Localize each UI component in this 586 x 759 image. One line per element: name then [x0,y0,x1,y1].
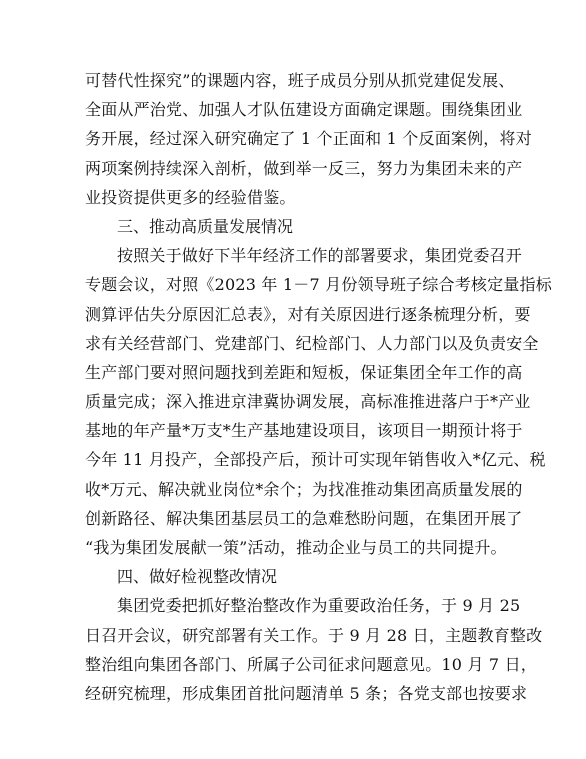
text-line: 基地的年产量*万支*生产基地建设项目，该项目一期预计将于 [85,421,523,441]
text-line: 今年 11 月投产，全部投产后，预计可实现年销售收入*亿元、税 [85,450,546,470]
text-line: 整治组向集团各部门、所属子公司征求问题意见。10 月 7 日， [85,654,537,674]
text-line: 收*万元、解决就业岗位*余个；为找准推动集团高质量发展的 [85,479,523,499]
text-line: 专题会议，对照《2023 年 1－7 月份领导班子综合考核定量指标 [85,275,552,295]
section-heading [85,212,496,241]
heading-text: 四、做好检视整改情况 [117,567,278,587]
body-paragraph [85,241,552,562]
body-paragraph [85,591,543,708]
text-line: 集团党委把抓好整治整改作为重要政治任务，于 9 月 25 [117,596,521,616]
text-line: 业投资提供更多的经验借鉴。 [85,187,296,207]
text-line: 按照关于做好下半年经济工作的部署要求，集团党委召开 [117,246,523,266]
text-line: 质量完成；深入推进京津冀协调发展，高标准推进落户于*产业 [85,392,531,412]
text-line: 全面从严治党、加强人才队伍建设方面确定课题。围绕集团业 [85,100,523,120]
text-line: 两项案例持续深入剖析，做到举一反三，努力为集团未来的产 [85,158,523,178]
text-line: 求有关经营部门、党建部门、纪检部门、人力部门以及负责安全 [85,333,539,353]
heading-text: 三、推动高质量发展情况 [117,216,294,236]
text-line: 创新路径、解决集团基层员工的急难愁盼问题，在集团开展了 [85,508,523,528]
text-line: 生产部门要对照问题找到差距和短板，保证集团全年工作的高 [85,362,523,382]
body-paragraph [85,66,532,212]
text-line: 经研究梳理，形成集团首批问题清单 5 条；各党支部也按要求 [85,683,528,703]
text-line: 务开展，经过深入研究确定了 1 个正面和 1 个反面案例，将对 [85,129,532,149]
text-line: 可替代性探究”的课题内容，班子成员分别从抓党建促发展、 [85,71,515,90]
text-line: 测算评估失分原因汇总表》，对有关原因进行逐条梳理分析，要 [85,304,531,324]
text-line: 日召开会议，研究部署有关工作。于 9 月 28 日，主题教育整改 [85,625,543,645]
text-line: “我为集团发展献一策”活动，推动企业与员工的共同提升。 [85,538,507,557]
section-heading [85,562,496,591]
